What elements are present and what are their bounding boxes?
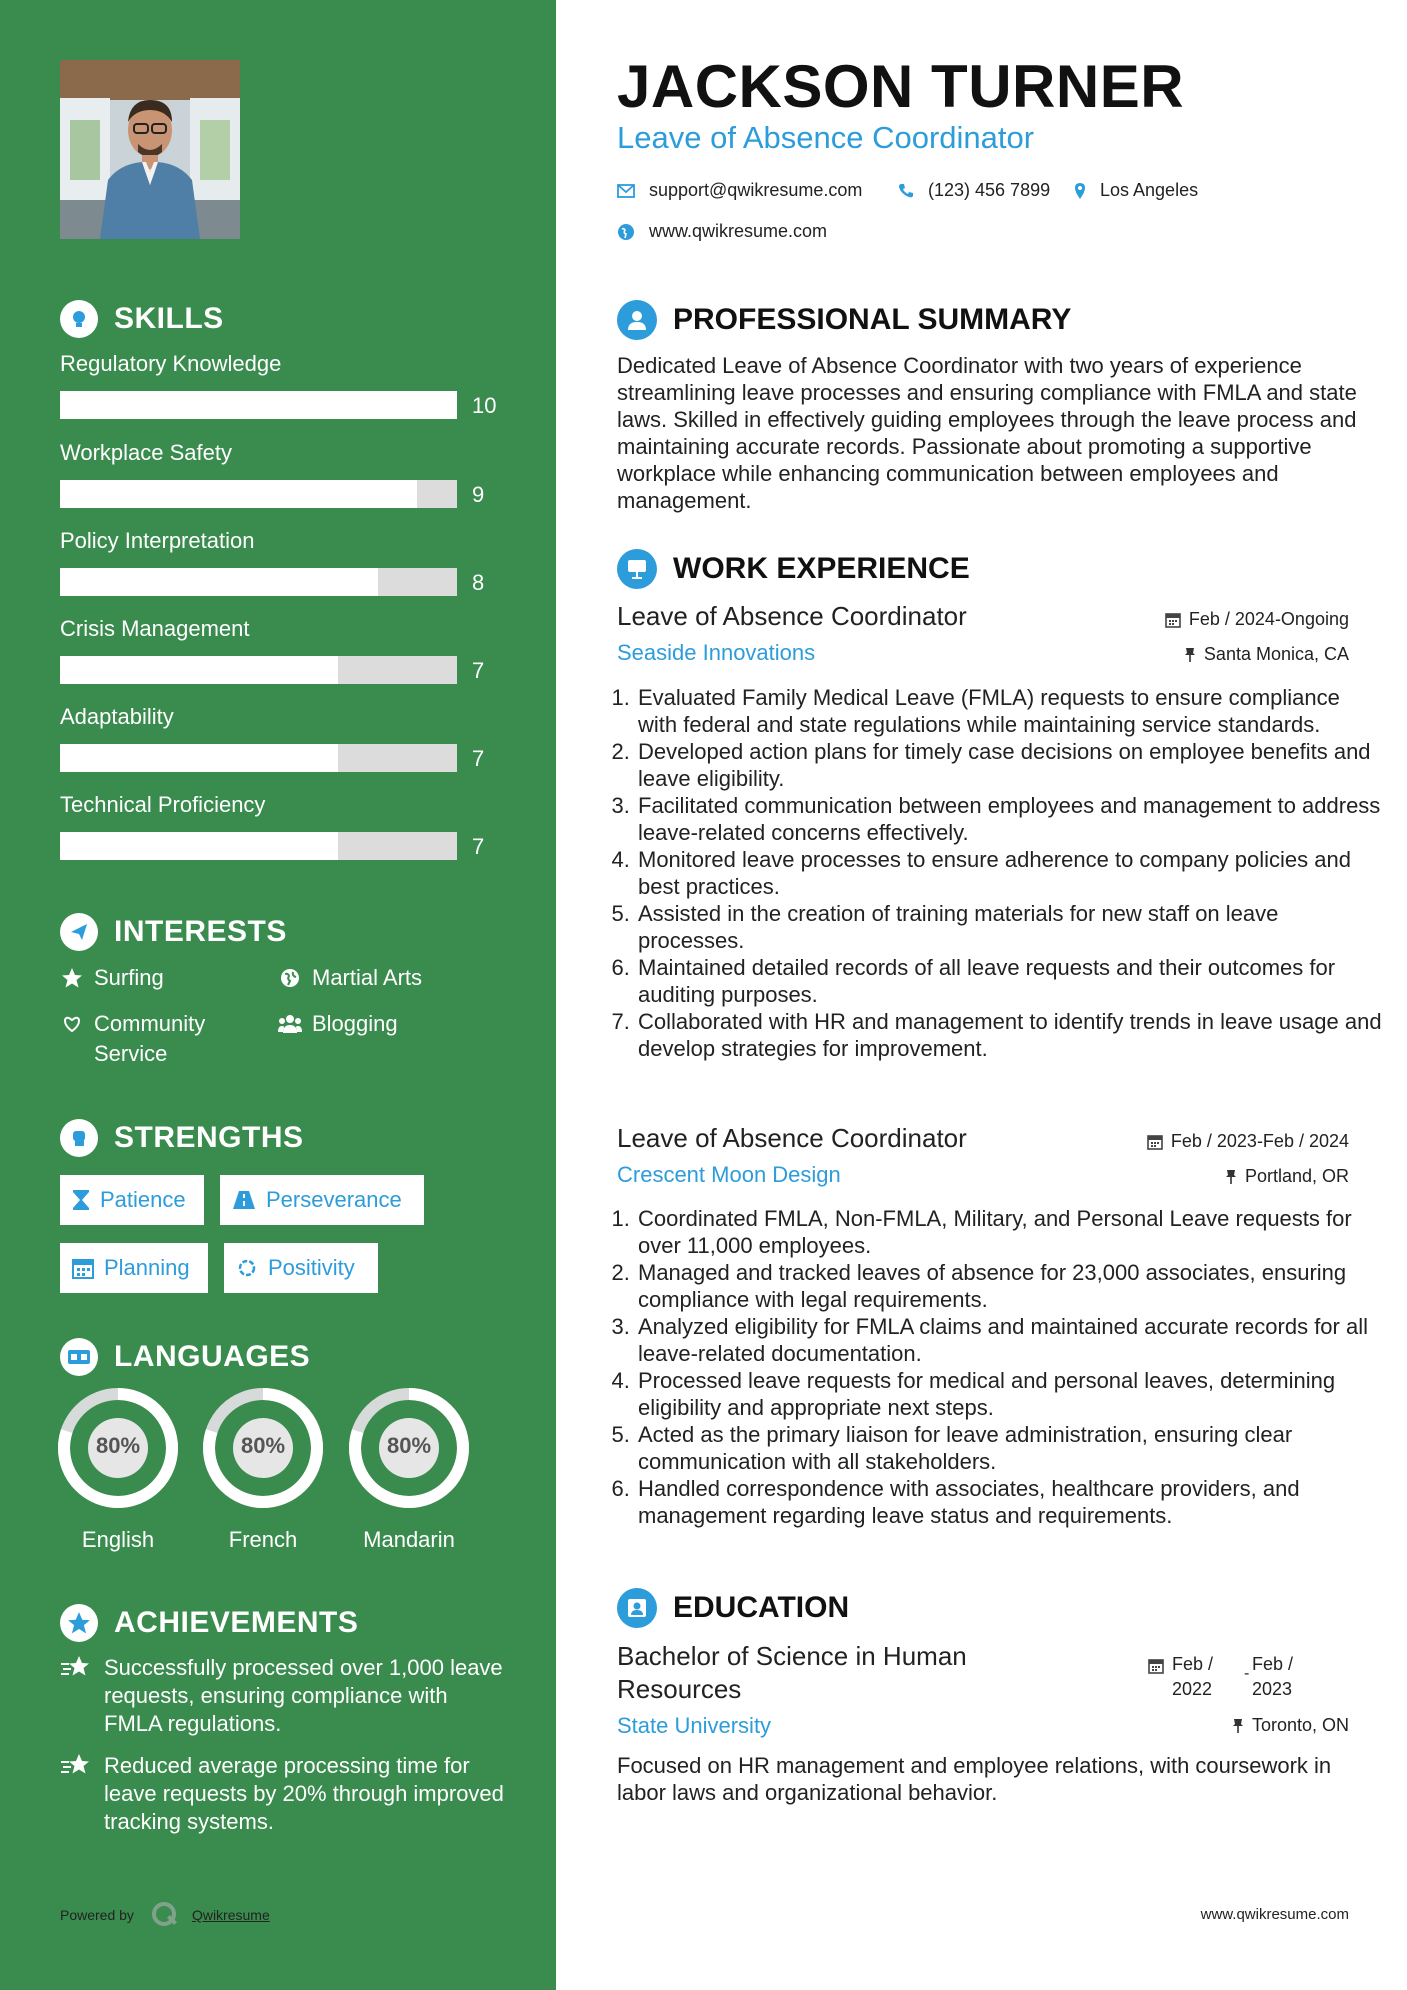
education-dates: [1148, 1652, 1312, 1702]
job-role: Leave of Absence Coordinator: [617, 601, 967, 631]
job-company: Crescent Moon Design: [617, 1162, 841, 1187]
summary-heading: PROFESSIONAL SUMMARY: [617, 300, 1071, 340]
contact-website: www.qwikresume.com: [617, 221, 827, 242]
star-badge-icon: [60, 1604, 98, 1642]
skill-name: Adaptability: [60, 704, 174, 729]
skill-bar: [60, 568, 457, 596]
skill-name: Technical Proficiency: [60, 792, 266, 817]
profile-photo: [60, 60, 240, 239]
job-location: Portland, OR: [1225, 1166, 1349, 1187]
list-item: 4. Monitored leave processes to ensure adherence to company policies and best practices.: [636, 846, 1384, 900]
language-name: French: [228, 1527, 298, 1552]
calendar-icon: [72, 1257, 94, 1279]
skill-item: [60, 528, 500, 595]
language-percent: 80%: [386, 1433, 432, 1458]
qwikresume-link[interactable]: Qwikresume: [191, 1907, 270, 1923]
interest-item: Community Service: [60, 1009, 260, 1069]
skill-value: 8: [472, 570, 485, 595]
skill-bar: [60, 656, 457, 684]
list-item: 5. Acted as the primary liaison for leave administration, ensuring clear communication with all stakeholders.: [636, 1421, 1384, 1475]
language-name: English: [81, 1527, 155, 1552]
list-item: 6. Handled correspondence with associates, healthcare providers, and management regarding leave status and requirements.: [636, 1475, 1384, 1529]
interest-item: Martial Arts: [278, 963, 498, 993]
candidate-name: JACKSON TURNER: [617, 53, 1185, 120]
shooting-star-icon: [60, 1752, 94, 1836]
skill-bar-fill: [60, 568, 378, 596]
list-item: 5. Assisted in the creation of training materials for new staff on leave processes.: [636, 900, 1384, 954]
qwikresume-logo-icon: [150, 1900, 180, 1930]
globe-icon: [278, 963, 302, 993]
contact-location: Los Angeles: [1074, 180, 1198, 201]
interests-heading: INTERESTS: [60, 913, 287, 951]
achievements-heading: ACHIEVEMENTS: [60, 1604, 358, 1642]
education-description: Focused on HR management and employee relations, with coursework in labor laws and organizational behavior.: [617, 1753, 1332, 1805]
map-pin-icon: [1074, 182, 1086, 200]
candidate-title: Leave of Absence Coordinator: [617, 120, 1035, 155]
skill-bar-fill: [60, 391, 457, 419]
list-item: 6. Maintained detailed records of all leave requests and their outcomes for auditing purposes.: [636, 954, 1384, 1008]
presentation-icon: [617, 549, 657, 589]
powered-by: Powered by Qwikresume: [60, 1900, 270, 1930]
skill-bar-fill: [60, 656, 338, 684]
phone-icon: [898, 183, 914, 199]
fist-icon: [60, 1119, 98, 1157]
skill-item: [60, 440, 500, 507]
envelope-icon: [617, 184, 635, 198]
list-item: 2. Managed and tracked leaves of absence for 23,000 associates, ensuring compliance with legal requirements.: [636, 1259, 1384, 1313]
skill-item: [60, 704, 500, 771]
skill-bar: [60, 391, 457, 419]
skill-item: [60, 792, 500, 859]
skill-name: Workplace Safety: [60, 440, 233, 465]
interest-item: Surfing: [60, 963, 260, 993]
list-item: 1. Evaluated Family Medical Leave (FMLA) requests to ensure compliance with federal and state regulations while maintaining service standards.: [636, 684, 1384, 738]
job-company: Seaside Innovations: [617, 640, 816, 665]
education-start: Feb / 2022: [1172, 1654, 1214, 1699]
skill-bar-fill: [60, 832, 338, 860]
list-item: 7. Collaborated with HR and management to identify trends in leave usage and develop strategies for improvement.: [636, 1008, 1384, 1062]
shooting-star-icon: [60, 1654, 94, 1738]
graduate-icon: [617, 1588, 657, 1628]
job-dates: Feb / 2023-Feb / 2024: [1147, 1131, 1349, 1152]
calendar-icon: [1165, 612, 1181, 628]
skill-bar-fill: [60, 744, 338, 772]
sidebar: [0, 0, 556, 1990]
education-school: State University: [617, 1713, 772, 1738]
hourglass-icon: [72, 1189, 90, 1211]
job-location: Santa Monica, CA: [1184, 644, 1349, 665]
heart-hand-icon: [60, 1009, 84, 1039]
list-item: 4. Processed leave requests for medical and personal leaves, determining eligibility and appropriate next steps.: [636, 1367, 1384, 1421]
language-percent: 80%: [240, 1433, 286, 1458]
interest-item: Blogging: [278, 1009, 498, 1039]
list-item: 3. Facilitated communication between employees and management to address leave-related concerns effectively.: [636, 792, 1384, 846]
summary-text: Dedicated Leave of Absence Coordinator with two years of experience streamlining leave processes and ensuring compliance with FMLA and state laws. Skilled in effectively guiding employees through the leave process and maintaining accurate records. Passionate about promoting a supportive workplace while enhancing communication between employees and management.: [617, 353, 1357, 513]
skill-value: 7: [472, 658, 485, 683]
pushpin-icon: [1225, 1169, 1237, 1185]
globe-icon: [617, 223, 635, 241]
job-bullets: [612, 684, 1384, 1062]
lightbulb-icon: [60, 300, 98, 338]
list-item: 1. Coordinated FMLA, Non-FMLA, Military, and Personal Leave requests for over 11,000 employees.: [636, 1205, 1384, 1259]
language-name: Mandarin: [363, 1527, 455, 1552]
skill-name: Policy Interpretation: [60, 528, 255, 553]
education-location: Toronto, ON: [1232, 1715, 1349, 1736]
education-heading: EDUCATION: [617, 1588, 849, 1628]
pushpin-icon: [1232, 1718, 1244, 1734]
education-dash: -: [1244, 1665, 1250, 1682]
contact-phone: (123) 456 7899: [898, 180, 1050, 201]
road-icon: [232, 1190, 256, 1210]
strengths-heading: STRENGTHS: [60, 1119, 304, 1157]
star-icon: [60, 963, 84, 993]
skill-bar: [60, 832, 457, 860]
skill-bar: [60, 480, 457, 508]
skills-heading: SKILLS: [60, 300, 224, 338]
language-item: [56, 1386, 180, 1553]
skill-value: 7: [472, 834, 485, 859]
achievement-item: Reduced average processing time for leave requests by 20% through improved tracking systems.: [60, 1752, 510, 1836]
language-item: [201, 1386, 325, 1553]
translate-icon: [60, 1338, 98, 1376]
users-icon: [278, 1009, 302, 1039]
skill-bar: [60, 744, 457, 772]
strength-badge: Planning: [60, 1243, 208, 1293]
languages-heading: LANGUAGES: [60, 1338, 310, 1376]
list-item: 3. Analyzed eligibility for FMLA claims and maintained accurate records for all leave-related documentation.: [636, 1313, 1384, 1367]
calendar-icon: [1147, 1134, 1163, 1150]
sun-icon: [236, 1257, 258, 1279]
skill-value: 10: [472, 393, 497, 418]
skill-value: 7: [472, 746, 485, 771]
strength-badge: Positivity: [224, 1243, 378, 1293]
list-item: 2. Developed action plans for timely case decisions on employee benefits and leave eligibility.: [636, 738, 1384, 792]
skill-item: [60, 616, 500, 683]
pushpin-icon: [1184, 647, 1196, 663]
experience-heading: WORK EXPERIENCE: [617, 549, 970, 589]
strength-badge: Perseverance: [220, 1175, 424, 1225]
footer-website[interactable]: www.qwikresume.com: [1200, 1906, 1349, 1923]
education-end: Feb / 2023: [1252, 1654, 1294, 1699]
paper-plane-icon: [60, 913, 98, 951]
calendar-icon: [1148, 1658, 1164, 1702]
skill-bar-fill: [60, 480, 417, 508]
job-dates: Feb / 2024-Ongoing: [1165, 609, 1349, 630]
skill-name: Regulatory Knowledge: [60, 351, 282, 376]
skill-name: Crisis Management: [60, 616, 250, 641]
job-role: Leave of Absence Coordinator: [617, 1123, 967, 1153]
contact-email: support@qwikresume.com: [617, 180, 862, 201]
user-icon: [617, 300, 657, 340]
skill-item: [60, 351, 500, 418]
skill-value: 9: [472, 482, 485, 507]
language-item: [347, 1386, 471, 1553]
job-bullets: [612, 1205, 1384, 1529]
achievement-item: Successfully processed over 1,000 leave requests, ensuring compliance with FMLA regulations.: [60, 1654, 510, 1738]
strength-badge: Patience: [60, 1175, 204, 1225]
degree: Bachelor of Science in Human Resources: [617, 1641, 967, 1704]
language-percent: 80%: [95, 1433, 141, 1458]
